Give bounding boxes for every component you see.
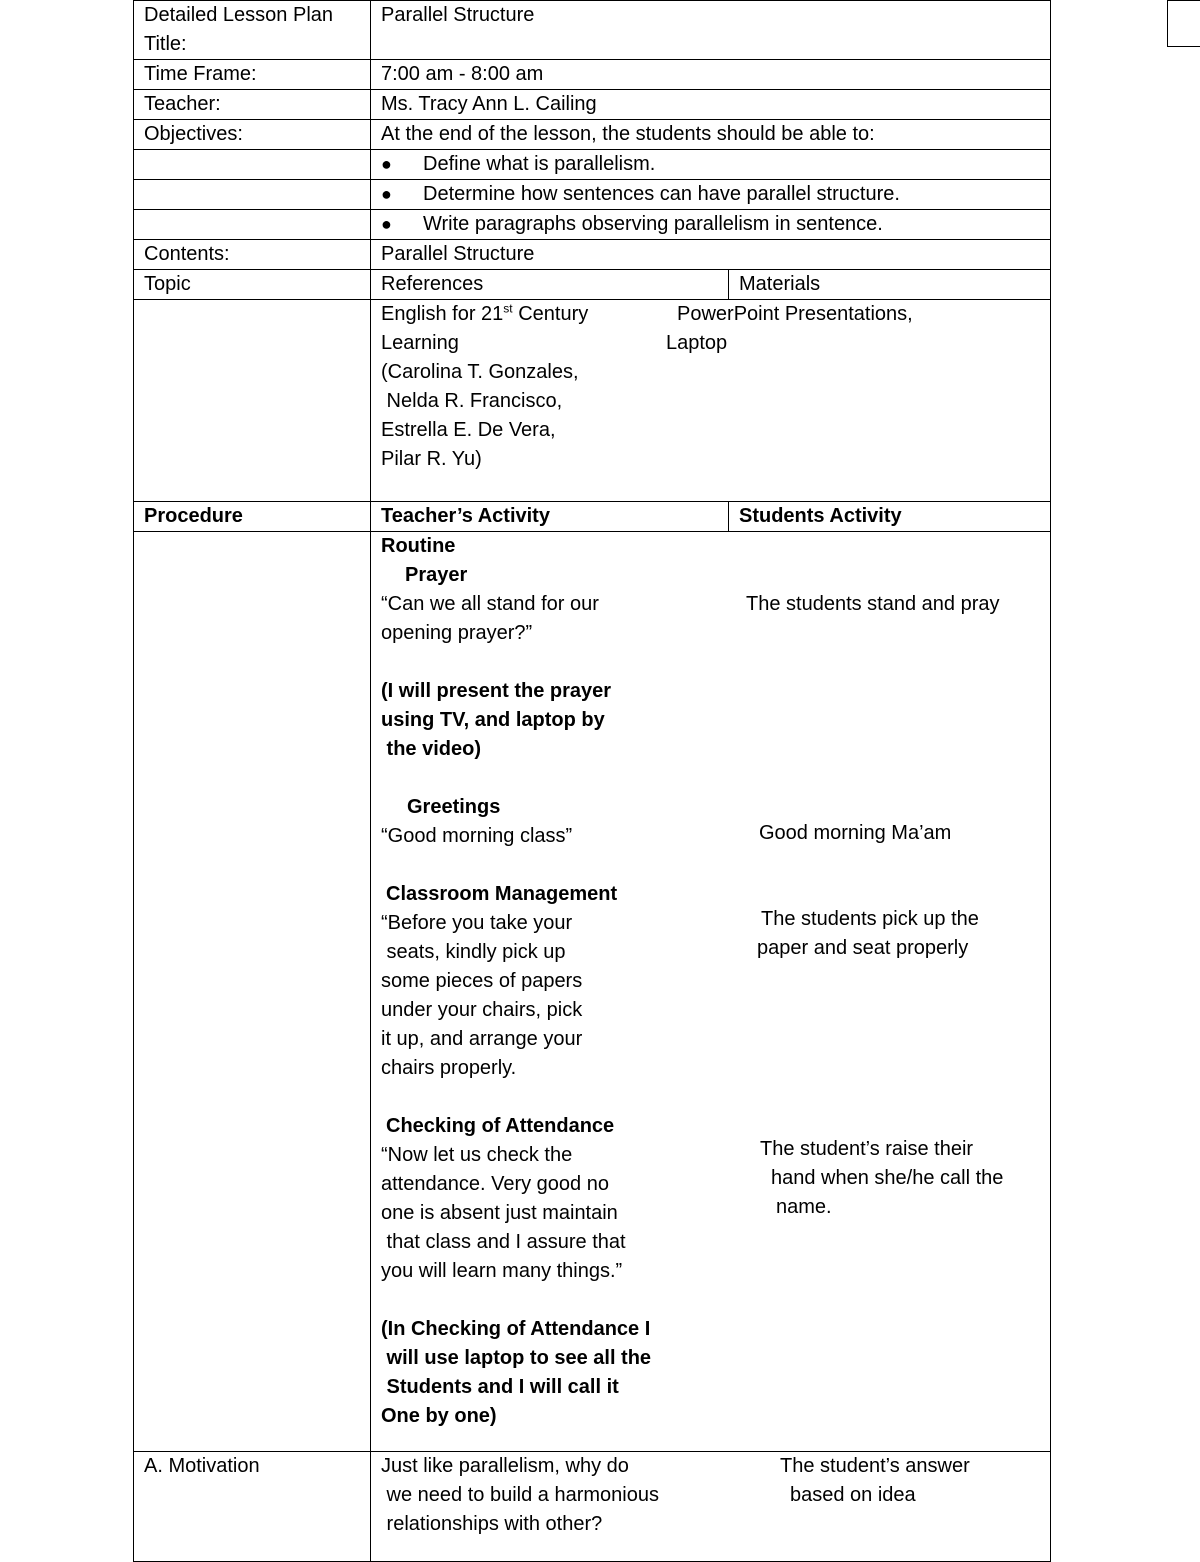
- objectives-intro: At the end of the lesson, the students should be able to:: [371, 120, 1051, 150]
- attendance-note: One by one): [381, 1405, 497, 1427]
- classroom-line: it up, and arrange your: [381, 1028, 583, 1050]
- classroom-student-response: paper and seat properly: [757, 937, 969, 959]
- materials-line: PowerPoint Presentations,: [677, 303, 913, 325]
- title-label: Detailed Lesson Plan Title:: [134, 1, 371, 60]
- reference-line: Learning: [381, 332, 459, 354]
- routine-heading: Routine: [381, 535, 456, 557]
- reference-book: English for 21st Century: [381, 301, 589, 325]
- teacher-value: Ms. Tracy Ann L. Cailing: [371, 90, 1051, 120]
- time-value: 7:00 am - 8:00 am: [371, 60, 1051, 90]
- teacher-activity-label: Teacher’s Activity: [371, 502, 729, 532]
- materials-label: Materials: [729, 270, 1051, 300]
- objectives-label: Objectives:: [134, 120, 371, 150]
- classroom-heading: Classroom Management: [386, 883, 618, 905]
- objective-row: [134, 210, 1051, 240]
- objective-row: [134, 150, 1051, 180]
- routine-cell: [371, 532, 1051, 1452]
- motivation-line: Just like parallelism, why do: [381, 1455, 629, 1477]
- motivation-cell: [371, 1452, 1051, 1562]
- row-topic: [134, 270, 1051, 300]
- bullet-icon: ●: [381, 214, 392, 234]
- row-procedure-header: [134, 502, 1051, 532]
- references-cell: [371, 300, 1051, 502]
- prayer-line: “Can we all stand for our: [381, 593, 599, 615]
- greetings-heading: Greetings: [407, 796, 501, 818]
- row-time: [134, 60, 1051, 90]
- objective-row: [134, 180, 1051, 210]
- prayer-note: using TV, and laptop by: [381, 709, 605, 731]
- attendance-student-response: name.: [776, 1196, 832, 1218]
- prayer-heading: Prayer: [405, 564, 468, 586]
- greetings-line: “Good morning class”: [381, 825, 573, 847]
- materials-line: Laptop: [666, 332, 728, 354]
- page-margin-box: [1167, 0, 1200, 47]
- motivation-label: A. Motivation: [134, 1452, 371, 1562]
- classroom-student-response: The students pick up the: [761, 908, 979, 930]
- time-label: Time Frame:: [134, 60, 371, 90]
- motivation-student-response: based on idea: [790, 1484, 916, 1506]
- classroom-line: under your chairs, pick: [381, 999, 583, 1021]
- reference-line: Estrella E. De Vera,: [381, 419, 556, 441]
- teacher-label: Teacher:: [134, 90, 371, 120]
- students-activity-label: Students Activity: [729, 502, 1051, 532]
- row-references: [134, 300, 1051, 502]
- prayer-note: (I will present the prayer: [381, 680, 612, 702]
- row-title: [134, 1, 1051, 60]
- attendance-note: (In Checking of Attendance I: [381, 1318, 651, 1340]
- attendance-line: attendance. Very good no: [381, 1173, 609, 1195]
- attendance-note: will use laptop to see all the: [381, 1347, 652, 1369]
- row-routine: [134, 532, 1051, 1452]
- classroom-line: seats, kindly pick up: [381, 941, 566, 963]
- objective-item: ● Determine how sentences can have parallel structure.: [371, 180, 1051, 210]
- title-value: Parallel Structure: [371, 1, 1051, 60]
- attendance-line: one is absent just maintain: [381, 1202, 618, 1224]
- attendance-student-response: The student’s raise their: [760, 1138, 974, 1160]
- row-objectives: [134, 120, 1051, 150]
- attendance-heading: Checking of Attendance: [386, 1115, 615, 1137]
- reference-line: (Carolina T. Gonzales,: [381, 361, 579, 383]
- row-teacher: [134, 90, 1051, 120]
- topic-label: Topic: [134, 270, 371, 300]
- contents-label: Contents:: [134, 240, 371, 270]
- attendance-line: that class and I assure that: [381, 1231, 626, 1253]
- classroom-line: chairs properly.: [381, 1057, 517, 1079]
- motivation-line: relationships with other?: [381, 1513, 603, 1535]
- procedure-label: Procedure: [134, 502, 371, 532]
- reference-line: Nelda R. Francisco,: [381, 390, 563, 412]
- objective-item: ● Write paragraphs observing parallelism in sentence.: [371, 210, 1051, 240]
- row-motivation: [134, 1452, 1051, 1562]
- attendance-note: Students and I will call it: [381, 1376, 619, 1398]
- prayer-line: opening prayer?”: [381, 622, 533, 644]
- prayer-note: the video): [381, 738, 482, 760]
- reference-line: Pilar R. Yu): [381, 448, 482, 470]
- prayer-student-response: The students stand and pray: [746, 593, 1000, 615]
- bullet-icon: ●: [381, 154, 392, 174]
- attendance-student-response: hand when she/he call the: [771, 1167, 1004, 1189]
- motivation-line: we need to build a harmonious: [381, 1484, 659, 1506]
- motivation-student-response: The student’s answer: [780, 1455, 970, 1477]
- references-label: References: [371, 270, 729, 300]
- contents-value: Parallel Structure: [371, 240, 1051, 270]
- row-contents: [134, 240, 1051, 270]
- objective-item: ● Define what is parallelism.: [371, 150, 1051, 180]
- attendance-line: you will learn many things.”: [381, 1260, 623, 1282]
- classroom-line: “Before you take your: [381, 912, 573, 934]
- lesson-plan-table: [133, 0, 1051, 1562]
- bullet-icon: ●: [381, 184, 392, 204]
- classroom-line: some pieces of papers: [381, 970, 583, 992]
- attendance-line: “Now let us check the: [381, 1144, 573, 1166]
- greetings-student-response: Good morning Ma’am: [759, 822, 952, 844]
